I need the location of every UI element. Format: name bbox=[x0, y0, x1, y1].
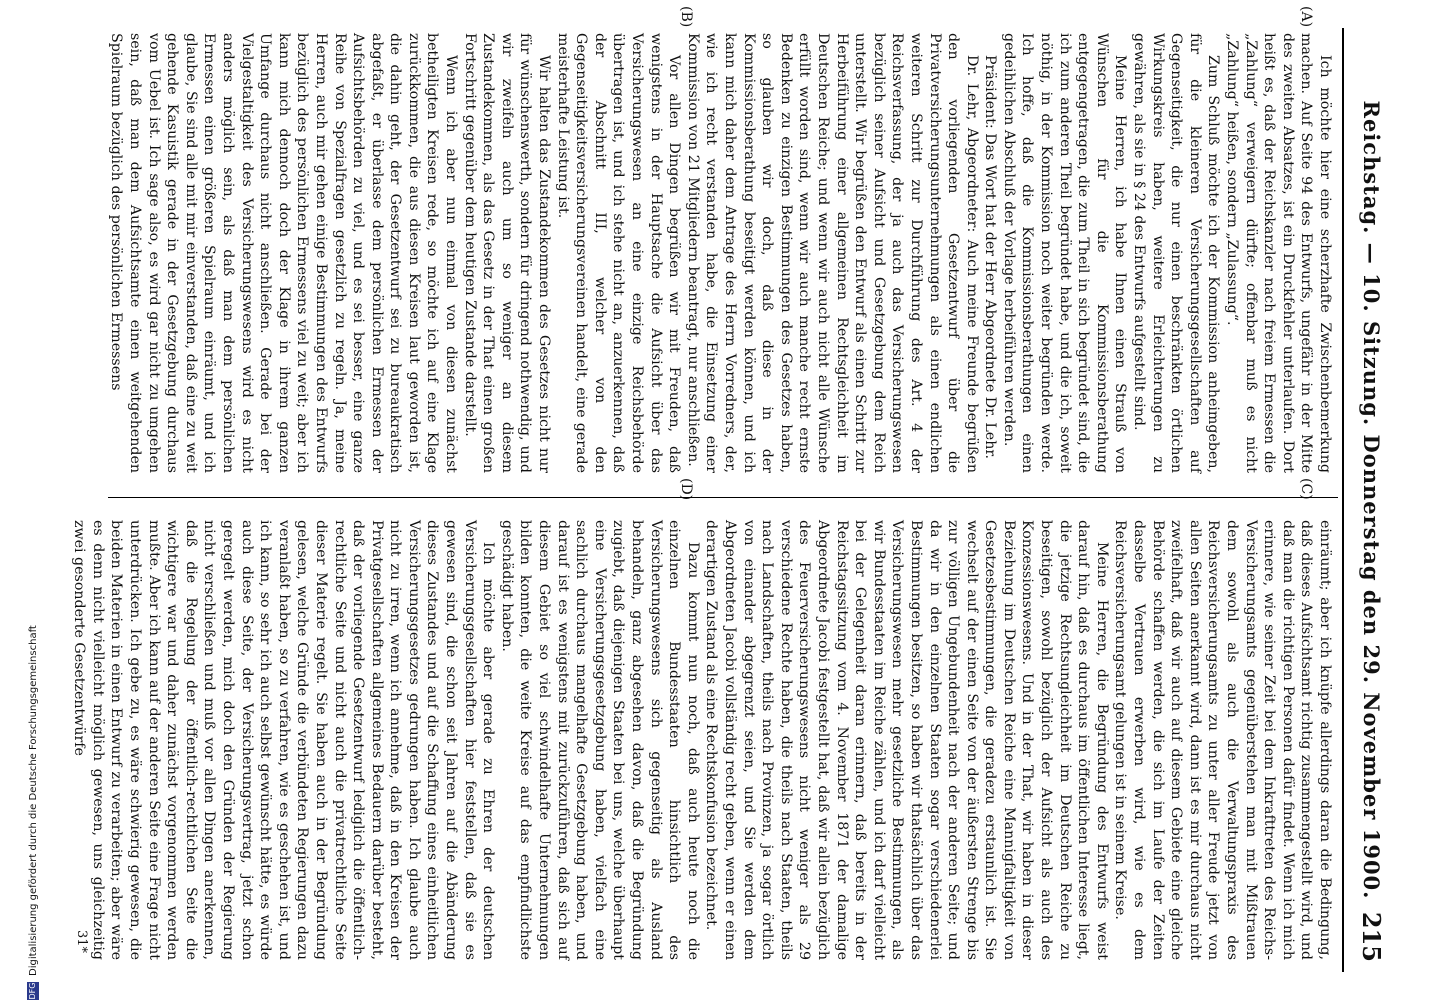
paragraph: Zum Schluß möchte ich der Kommission anheimgeben, für die kleineren Versicherungsgesellschaften auf Gegenseitigkeit, die nur einen beschränkten örtlichen Wirkungskreis haben, weitere Erleichterungen zu gewähren, als sie in § 24 des Entwurfs aufgestellt sind. bbox=[1131, 33, 1222, 473]
text-column-left bbox=[108, 33, 1334, 473]
footer bbox=[22, 0, 52, 1000]
signature-mark: 31* bbox=[74, 930, 89, 954]
page-number: 215 bbox=[1357, 911, 1386, 962]
paragraph: Meine Herren, ich habe Ihnen einen Strauß von Wünschen für die Kommissionsberathung entgegengetragen, die zum Theil in sich begründet sind, die ich zum anderen Theil begründet habe, und die ich, soweit nöthig, in der Kommission noch weiter begründen werde. Ich hoffe, daß die Kommissionsberathungen einen gedeihlichen Abschluß der Vorlage herbeiführen werden. bbox=[1000, 33, 1129, 473]
speaker-paragraph: Präsident: Das Wort hat der Herr Abgeordnete Dr. Lehr. bbox=[982, 55, 999, 460]
paragraph: Meine Herren, die Begründung des Entwurfs weist darauf hin, daß es durchaus im öffentlichen Interesse liegt, die jetzige Rechtsungleichheit im Deutschen Reiche zu beseitigen, sowohl bezüglich der Aufsicht als auch des Konzessionswesens. Und in der That, wir haben in dieser Beziehung im Deutschen Reiche eine Mannigfaltigkeit von Gesetzesbestimmungen, die geradezu erstaunlich ist. Sie wechselt auf der einen Seite von der äußersten Strenge bis zur völligen Ungebundenheit nach der anderen Seite; und da wir in den einzelnen Staaten sogar verschiedenerlei Bestimmungen besitzen, so haben wir thatsächlich über das Versicherungswesen mehr gesetzliche Bestimmungen, als wir Bundesstaaten im Reiche zählen, und ich darf vielleicht bei der Gelegenheit daran erinnern, daß bereits in der Reichstagssitzung vom 4. November 1871 der damalige Abgeordnete Jacobi festgestellt hat, daß wir allein bezüglich des Feuerversicherungswesens nicht weniger als 29 verschiedene Rechte haben, die theils nach Staaten, theils nach Landschaften, theils nach Provinzen, ja sogar örtlich von einander abgegrenzt seien, und Sie werden dem Abgeordneten Jacobi vollständig recht geben, wenn er einen derartigen Zustand als eine Rechtskonfusion bezeichnet. bbox=[703, 520, 1110, 960]
column-divider bbox=[108, 497, 1338, 498]
paragraph: einräumt; aber ich knüpfe allerdings daran die Bedingung, daß dieses Aufsichtsamt richtig zusammengestellt wird, und daß man die richtigen Personen dafür findet. Wenn ich mich erinnere, wie seiner Zeit bei dem Inkrafttreten des Reichs-Versicherungsamts gegenüberstehen man mit Mißtrauen dem sowohl als auch die Verwaltungspraxis des Reichsversicherungsamts zu unter aller Freude jetzt von allen Seiten anerkannt wird, dann ist es mir durchaus nicht zweifelhaft, daß wir auch auf diesem Gebiete eine gleiche Behörde schaffen werden, die sich im Laufe der Zeiten dasselbe Vertrauen erwerben wird, wie es dem Reichsversicherungsamt gelungen ist in seinem Kreise. bbox=[1112, 520, 1333, 960]
footer-text: Digitalisierung gefördert durch die Deutsche Forschungsgemeinschaft bbox=[28, 625, 39, 976]
paragraph: Ich möchte hier eine scherzhafte Zwischenbemerkung machen. Auf Seite 94 des Entwurfs, ungefähr in der Mitte des zweiten Absatzes, ist ein Druckfehler unterlaufen. Dort heißt es, daß der Reichskanzler nach freiem Ermessen die „Zahlung“ verweigern dürfte; offenbar muß es nicht „Zahlung“ heißen, sondern „Zulassung“. bbox=[1224, 33, 1333, 473]
header-rule bbox=[1342, 28, 1344, 972]
paragraph: Vor allen Dingen begrüßen wir mit Freuden, daß wenigstens in der Hauptsache die Aufsicht über das Versicherungswesen an eine einzige Reichsbehörde übertragen ist, und ich stehe nicht an, anzuerkennen, daß der Abschnitt III, welcher von den Gegenseitigkeitsversicherungsvereinen handelt, eine gerade meisterhafte Leistung ist. bbox=[554, 33, 683, 473]
page-title: Reichstag. — 10. Sitzung. Donnerstag den 29. November 1900. bbox=[1359, 100, 1384, 900]
dfg-logo: DFG bbox=[28, 982, 37, 1000]
paragraph: Wir halten das Zustandekommen des Gesetzes nicht nur für wünschenswerth, sondern für dringend nothwendig, und wir zweifeln auch um so weniger an diesem Zustandekommen, als das Gesetz in der That einen großen Fortschritt gegenüber dem heutigen Zustande darstellt. bbox=[461, 33, 553, 473]
margin-marker-b: (B) bbox=[678, 6, 694, 28]
margin-marker-d: (D) bbox=[678, 478, 694, 501]
paragraph: Wenn ich aber nun einmal von diesen zunächst betheiligten Kreisen rede, so möchte ich auf eine Klage zurückkommen, die aus diesen Kreisen laut geworden ist, die dahin geht, der Gesetzentwurf sei zu bureaukratisch abgefaßt, er überlasse dem persönlichen Ermessen der Aufsichtsbehörden zu viel, und es sei besser, eine ganze Reihe von Spezialfragen gesetzlich zu regeln. Ja, meine Herren, auch mir gehen einige Bestimmungen des Entwurfs bezüglich des persönlichen Ermessens viel zu weit; aber ich kann mich dennoch doch der Klage in ihrem ganzen Umfange durchaus nicht anschließen. Gerade bei der Vielgestaltigkeit des Versicherungswesens wird es nicht anders möglich sein, als daß man dem persönlichen Ermessen einen größeren Spielraum einräumt, und ich glaube, Sie sind alle mit mir einverstanden, daß eine zu weit gehende Kasuistik gerade in der Gesetzgebung durchaus vom Uebel ist. Ich sage also, es wird gar nicht zu umgehen sein, daß man dem Aufsichtsamte einen weitgehenden Spielraum bezüglich des persönlichen Ermessens bbox=[108, 33, 460, 473]
margin-marker-a: (A) bbox=[1298, 6, 1314, 28]
paragraph: Dazu kommt nun noch, daß auch heute noch die einzelnen Bundesstaaten hinsichtlich des Versicherungswesens sich gegenseitig als Ausland behandeln, ganz abgesehen davon, daß die Begründung zugiebt, daß diejenigen Staaten bei uns, welche überhaupt eine Versicherungsgesetzgebung haben, vielfach eine sachlich durchaus mangelhafte Gesetzgebung haben, und darauf ist es wenigstens mit zurückzuführen, daß sich auf diesem Gebiet so viel schwindelhafte Unternehmungen bilden konnten, die weite Kreise auf das empfindlichste geschädigt haben. bbox=[498, 520, 701, 960]
page-header bbox=[1350, 28, 1390, 972]
paragraph: Ich möchte aber gerade zu Ehren der deutschen Versicherungsgesellschaften hier feststellen, daß sie es gewesen sind, die schon seit Jahren auf die Abänderung dieses Zustandes und auf die Schaffung eines einheitlichen Versicherungsgesetzes gedrungen haben. Ich glaube auch nicht zu irren, wenn ich annehme, daß in den Kreisen der Privatgesellschaften allgemeines Bedauern darüber besteht, daß der vorliegende Gesetzentwurf lediglich die öffentlich-rechtliche Seite und nicht auch die privatrechtliche Seite dieser Materie regelt. Sie haben auch in der Begründung gelesen, welche Gründe die verbündeten Regierungen dazu veranlaßt haben, so zu verfahren, wie es geschehen ist, und ich kann, so sehr ich auch selbst gewünscht hätte, es würde auch diese Seite, der Versicherungsvertrag, jetzt schon geregelt werden, mich doch den Gründen der Regierung nicht verschließen und muß vor allen Dingen anerkennen, daß die Regelung der öffentlich-rechtlichen Seite die wichtigere war und daher zunächst vorgenommen werden mußte. Aber ich kann auf der anderen Seite eine Frage nicht unterdrücken. Ich gebe zu, es wäre schwierig gewesen, die beiden Materien in einen Entwurf zu verarbeiten; aber wäre es denn nicht vielleicht möglich gewesen, uns gleichzeitig zwei gesonderte Gesetzentwürfe bbox=[71, 520, 497, 960]
speaker-paragraph: Dr. Lehr, Abgeordneter: Auch meine Freunde begrüßen den vorliegenden Gesetzentwurf über die Privatversicherungsunternehmungen als einen endlichen weiteren Schritt zur Durchführung des Art. 4 der Reichsverfassung, der ja auch das Versicherungswesen bezüglich seiner Aufsicht und Gesetzgebung dem Reich unterstellt. Wir begrüßen den Entwurf als einen Schritt zur Herbeiführung einer allgemeinen Rechtsgleichheit im Deutschen Reiche; und wenn wir auch nicht alle Wünsche erfüllt worden sind, wenn wir auch manche recht ernste Bedenken zu einzigen Bestimmungen des Gesetzes haben, so glauben wir doch, daß diese in der Kommissionsberathung beseitigt werden können, und ich kann mich daher dem Antrage des Herrn Vorredners, der, wie ich recht verstanden habe, die Einsetzung einer Kommission von 21 Mitgliedern beantragt, nur anschließen. bbox=[684, 33, 980, 473]
margin-marker-c: (C) bbox=[1298, 478, 1314, 500]
